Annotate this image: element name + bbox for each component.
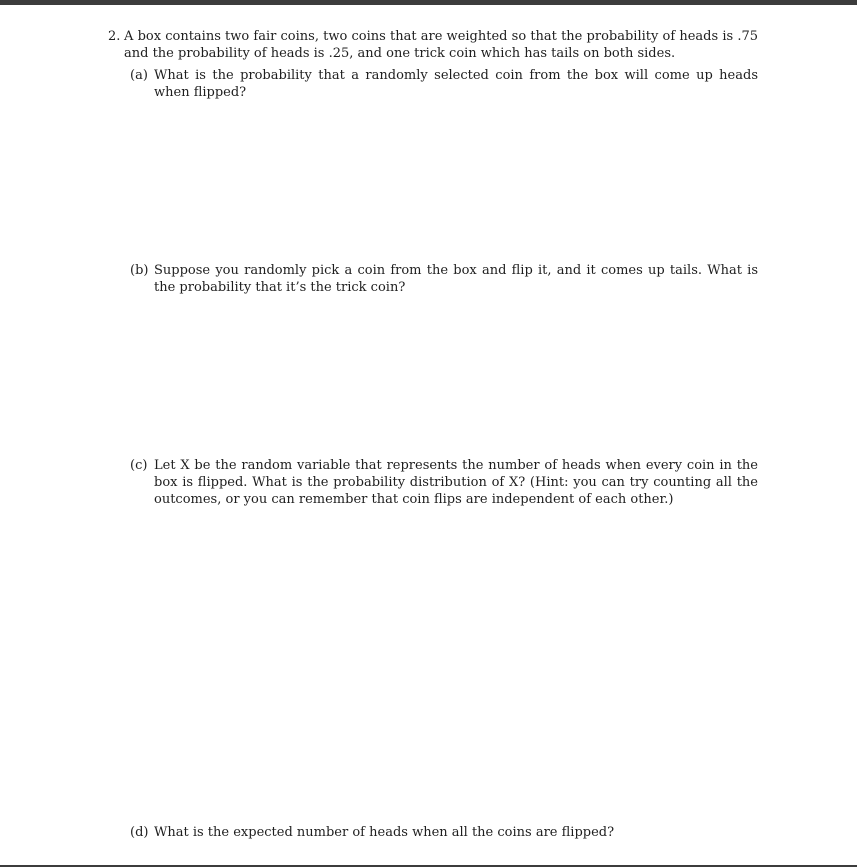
part-b-label: (b) xyxy=(130,263,149,278)
problem-statement: A box contains two fair coins, two coins that are weighted so that the probability of heads is .75 and the probability of heads is .25, and one trick coin which has tails on both sides. xyxy=(124,29,758,61)
part-d-question: What is the expected number of heads when all the coins are flipped? xyxy=(154,825,615,840)
part-a xyxy=(130,67,758,101)
part-c-question: Let X be the random variable that represents the number of heads when every coin in the box is flipped. What is the probability distribution of X? (Hint: you can try counting all the outcomes, or you can remember that coin flips are independent of each other.) xyxy=(154,458,758,507)
part-b xyxy=(130,262,758,296)
part-d xyxy=(130,824,758,841)
part-a-question: What is the probability that a randomly selected coin from the box will come up heads when flipped? xyxy=(154,68,758,100)
part-d-label: (d) xyxy=(130,825,149,840)
problem-number: 2. xyxy=(108,29,121,44)
problem-2 xyxy=(108,28,758,62)
part-b-question: Suppose you randomly pick a coin from the box and flip it, and it comes up tails. What is the probability that it’s the trick coin? xyxy=(154,263,758,295)
part-c xyxy=(130,457,758,508)
part-c-label: (c) xyxy=(130,458,148,473)
part-a-label: (a) xyxy=(130,68,148,83)
